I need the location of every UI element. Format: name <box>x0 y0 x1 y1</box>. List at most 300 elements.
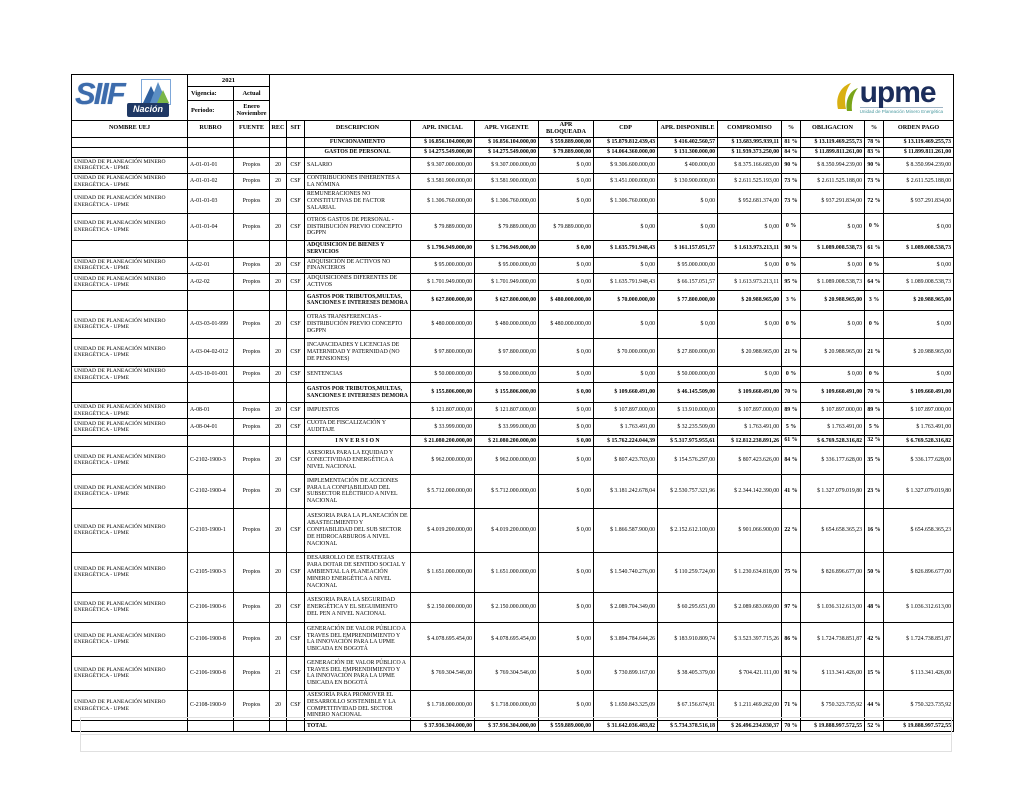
cell-apr-disponible: $ 5.734.378.516,18 <box>658 721 718 732</box>
cell-rec: 20 <box>270 274 287 291</box>
cell-apr-inicial: $ 3.581.900.000,00 <box>411 173 475 190</box>
cell-orden-pago: $ 19.888.997.572,55 <box>884 721 954 732</box>
cell-rec <box>270 147 287 157</box>
cell-apr-bloqueada: $ 0,00 <box>539 190 594 213</box>
cell-compromiso-pct: 90 % <box>782 240 801 257</box>
cell-apr-inicial: $ 95.000.000,00 <box>411 257 475 274</box>
cell-cdp: $ 15.762.224.044,39 <box>594 435 658 446</box>
cell-obligacion-pct: 32 % <box>865 435 884 446</box>
cell-fuente: Propios <box>234 592 270 622</box>
cell-apr-disponible: $ 67.156.674,91 <box>658 690 718 720</box>
cell-apr-disponible: $ 13.910.000,00 <box>658 403 718 419</box>
cell-apr-vigente: $ 155.806.000,00 <box>475 383 539 403</box>
column-header-apr-inicial: APR. INICIAL <box>411 121 475 138</box>
cell-compromiso: $ 2.089.683.069,00 <box>718 592 782 622</box>
cell-fuente: Propios <box>234 622 270 656</box>
cell-obligacion: $ 19.888.997.572,55 <box>801 721 865 732</box>
empty-grid-rows <box>80 717 952 752</box>
cell-nombre-uej: UNIDAD DE PLANEACIÓN MINERO ENERGÉTICA - UPME <box>72 157 188 173</box>
cell-obligacion: $ 336.177.628,00 <box>801 446 865 474</box>
table-row <box>72 508 954 552</box>
cell-descripcion: CONTRIBUCIONES INHERENTES A LA NÓMINA <box>305 173 411 190</box>
column-header-compromiso: COMPROMISO <box>718 121 782 138</box>
cell-apr-vigente: $ 95.000.000,00 <box>475 257 539 274</box>
cell-apr-disponible: $ 95.000.000,00 <box>658 257 718 274</box>
cell-fuente: Propios <box>234 419 270 436</box>
cell-apr-bloqueada: $ 0,00 <box>539 157 594 173</box>
cell-fuente: Propios <box>234 366 270 382</box>
cell-nombre-uej: UNIDAD DE PLANEACIÓN MINERO ENERGÉTICA - UPME <box>72 446 188 474</box>
cell-apr-vigente: $ 33.999.000,00 <box>475 419 539 436</box>
cell-apr-inicial: $ 627.800.000,00 <box>411 290 475 310</box>
cell-cdp: $ 1.763.491,00 <box>594 419 658 436</box>
cell-apr-disponible: $ 38.405.379,00 <box>658 656 718 690</box>
cell-compromiso-pct: 0 % <box>782 366 801 382</box>
cell-apr-disponible: $ 5.317.975.955,61 <box>658 435 718 446</box>
cell-apr-inicial: $ 1.701.949.000,00 <box>411 274 475 291</box>
cell-fuente <box>234 383 270 403</box>
cell-apr-bloqueada: $ 79.889.000,00 <box>539 147 594 157</box>
cell-apr-vigente: $ 627.800.000,00 <box>475 290 539 310</box>
cell-apr-inicial: $ 14.275.549.000,00 <box>411 147 475 157</box>
column-header-apr-bloqueada: APR BLOQUEADA <box>539 121 594 138</box>
cell-apr-inicial: $ 33.999.000,00 <box>411 419 475 436</box>
cell-rec: 20 <box>270 366 287 382</box>
cell-apr-inicial: $ 480.000.000,00 <box>411 310 475 338</box>
column-header-fuente: FUENTE <box>234 121 270 138</box>
cell-sit: CSF <box>287 366 305 382</box>
cell-apr-disponible: $ 183.910.809,74 <box>658 622 718 656</box>
cell-obligacion: $ 0,00 <box>801 310 865 338</box>
table-row <box>72 435 954 446</box>
cell-obligacion-pct: 78 % <box>865 137 884 147</box>
cell-obligacion-pct: 72 % <box>865 190 884 213</box>
cell-compromiso: $ 0,00 <box>718 257 782 274</box>
cell-obligacion-pct: 90 % <box>865 157 884 173</box>
table-row <box>72 338 954 366</box>
cell-rec <box>270 383 287 403</box>
cell-apr-inicial: $ 769.304.546,00 <box>411 656 475 690</box>
cell-rec: 20 <box>270 157 287 173</box>
cell-orden-pago: $ 937.291.834,00 <box>884 190 954 213</box>
cell-apr-vigente: $ 4.019.200.000,00 <box>475 508 539 552</box>
cell-apr-inicial: $ 37.936.304.000,00 <box>411 721 475 732</box>
cell-apr-bloqueada: $ 0,00 <box>539 592 594 622</box>
cell-compromiso-pct: 71 % <box>782 690 801 720</box>
cell-compromiso: $ 20.988.965,00 <box>718 290 782 310</box>
cell-orden-pago: $ 20.988.965,00 <box>884 290 954 310</box>
cell-obligacion-pct: 23 % <box>865 474 884 508</box>
cell-nombre-uej <box>72 435 188 446</box>
cell-rubro: C-2105-1900-3 <box>188 552 234 592</box>
cell-cdp: $ 1.306.760.000,00 <box>594 190 658 213</box>
cell-compromiso-pct: 70 % <box>782 721 801 732</box>
siif-logo-text: SIIF <box>75 76 124 111</box>
cell-rubro: A-03-10-01-001 <box>188 366 234 382</box>
cell-orden-pago: $ 750.323.735,92 <box>884 690 954 720</box>
cell-rubro <box>188 240 234 257</box>
cell-orden-pago: $ 2.611.525.188,00 <box>884 173 954 190</box>
cell-nombre-uej: UNIDAD DE PLANEACIÓN MINERO ENERGÉTICA - UPME <box>72 366 188 382</box>
cell-descripcion: ADQUISICIONES DIFERENTES DE ACTIVOS <box>305 274 411 291</box>
cell-fuente: Propios <box>234 552 270 592</box>
cell-apr-vigente: $ 480.000.000,00 <box>475 310 539 338</box>
cell-compromiso: $ 1.763.491,00 <box>718 419 782 436</box>
cell-nombre-uej <box>72 137 188 147</box>
cell-nombre-uej: UNIDAD DE PLANEACIÓN MINERO ENERGÉTICA - UPME <box>72 508 188 552</box>
cell-descripcion: IMPUESTOS <box>305 403 411 419</box>
upme-leaf-icon <box>836 82 858 115</box>
cell-nombre-uej: UNIDAD DE PLANEACIÓN MINERO ENERGÉTICA - UPME <box>72 173 188 190</box>
cell-fuente <box>234 137 270 147</box>
cell-obligacion-pct: 70 % <box>865 383 884 403</box>
cell-apr-vigente: $ 9.307.000.000,00 <box>475 157 539 173</box>
cell-cdp: $ 3.451.000.000,00 <box>594 173 658 190</box>
cell-apr-bloqueada: $ 0,00 <box>539 173 594 190</box>
column-header-sit: SIT <box>287 121 305 138</box>
cell-cdp: $ 70.000.000,00 <box>594 338 658 366</box>
cell-apr-disponible: $ 416.402.560,57 <box>658 137 718 147</box>
cell-apr-bloqueada: $ 0,00 <box>539 508 594 552</box>
cell-obligacion: $ 20.988.965,00 <box>801 338 865 366</box>
cell-compromiso-pct: 84 % <box>782 147 801 157</box>
cell-apr-vigente: $ 121.807.000,00 <box>475 403 539 419</box>
cell-apr-inicial: $ 1.796.949.000,00 <box>411 240 475 257</box>
cell-orden-pago: $ 654.658.365,23 <box>884 508 954 552</box>
cell-obligacion-pct: 0 % <box>865 257 884 274</box>
cell-apr-disponible: $ 0,00 <box>658 213 718 240</box>
cell-obligacion-pct: 3 % <box>865 290 884 310</box>
cell-cdp: $ 107.897.000,00 <box>594 403 658 419</box>
cell-compromiso-pct: 75 % <box>782 552 801 592</box>
cell-descripcion: GENERACIÓN DE VALOR PÚBLICO A TRAVES DEL EMPRENDIMIENTO Y LA INNOVACIÓN PARA LA UPME UBICADA EN BOGOTÁ <box>305 656 411 690</box>
cell-rec <box>270 240 287 257</box>
cell-obligacion-pct: 52 % <box>865 721 884 732</box>
cell-rec: 20 <box>270 310 287 338</box>
cell-apr-disponible: $ 60.295.651,00 <box>658 592 718 622</box>
siif-logo <box>72 75 188 121</box>
cell-apr-bloqueada: $ 79.889.000,00 <box>539 213 594 240</box>
table-row <box>72 383 954 403</box>
cell-compromiso: $ 1.613.973.213,11 <box>718 240 782 257</box>
cell-descripcion: ASESORÍA PARA PROMOVER EL DESARROLLO SOSTENIBLE Y LA COMPETITIVIDAD DEL SECTOR MINERO NACIONAL <box>305 690 411 720</box>
cell-obligacion: $ 2.611.525.188,00 <box>801 173 865 190</box>
cell-compromiso: $ 1.211.469.262,00 <box>718 690 782 720</box>
cell-obligacion-pct: 83 % <box>865 147 884 157</box>
cell-orden-pago: $ 1.089.008.538,73 <box>884 274 954 291</box>
cell-rubro <box>188 383 234 403</box>
cell-apr-vigente: $ 14.275.549.000,00 <box>475 147 539 157</box>
cell-nombre-uej: UNIDAD DE PLANEACIÓN MINERO ENERGÉTICA - UPME <box>72 656 188 690</box>
table-row <box>72 190 954 213</box>
cell-obligacion-pct: 35 % <box>865 446 884 474</box>
cell-sit: CSF <box>287 157 305 173</box>
column-header-cdp: CDP <box>594 121 658 138</box>
cell-sit: CSF <box>287 690 305 720</box>
cell-rubro: A-08-04-01 <box>188 419 234 436</box>
cell-descripcion: ASESORIA PARA LA SEGURIDAD ENERGÉTICA Y EL SEGUIMIENTO DEL PEN A NIVEL NACIONAL <box>305 592 411 622</box>
cell-rec: 20 <box>270 338 287 366</box>
cell-cdp: $ 807.423.703,00 <box>594 446 658 474</box>
cell-cdp: $ 1.540.740.276,00 <box>594 552 658 592</box>
cell-fuente: Propios <box>234 157 270 173</box>
cell-apr-bloqueada: $ 0,00 <box>539 656 594 690</box>
cell-fuente <box>234 147 270 157</box>
cell-rubro: C-2102-1900-3 <box>188 446 234 474</box>
siif-nacion-banner: Nación <box>127 103 169 117</box>
cell-nombre-uej <box>72 290 188 310</box>
table-row <box>72 592 954 622</box>
cell-compromiso-pct: 81 % <box>782 137 801 147</box>
cell-orden-pago: $ 0,00 <box>884 257 954 274</box>
cell-sit <box>287 240 305 257</box>
cell-rec <box>270 290 287 310</box>
cell-sit: CSF <box>287 173 305 190</box>
cell-rec: 20 <box>270 552 287 592</box>
cell-compromiso: $ 8.375.166.683,00 <box>718 157 782 173</box>
cell-rubro: C-2106-1900-6 <box>188 592 234 622</box>
cell-nombre-uej: UNIDAD DE PLANEACIÓN MINERO ENERGÉTICA - UPME <box>72 213 188 240</box>
cell-compromiso-pct: 41 % <box>782 474 801 508</box>
cell-nombre-uej: UNIDAD DE PLANEACIÓN MINERO ENERGÉTICA - UPME <box>72 190 188 213</box>
cell-sit: CSF <box>287 592 305 622</box>
cell-fuente: Propios <box>234 656 270 690</box>
cell-sit: CSF <box>287 213 305 240</box>
cell-rec: 20 <box>270 403 287 419</box>
cell-descripcion: ADQUISICION DE BIENES Y SERVICIOS <box>305 240 411 257</box>
cell-obligacion: $ 0,00 <box>801 213 865 240</box>
cell-apr-vigente: $ 21.080.200.000,00 <box>475 435 539 446</box>
cell-compromiso: $ 807.423.626,00 <box>718 446 782 474</box>
cell-descripcion: ADQUISICIÓN DE ACTIVOS NO FINANCIEROS <box>305 257 411 274</box>
column-header-descripcion: DESCRIPCION <box>305 121 411 138</box>
cell-cdp: $ 0,00 <box>594 310 658 338</box>
cell-apr-inicial: $ 4.019.200.000,00 <box>411 508 475 552</box>
cell-apr-inicial: $ 155.806.000,00 <box>411 383 475 403</box>
column-header-rec: REC <box>270 121 287 138</box>
cell-descripcion: GASTOS DE PERSONAL <box>305 147 411 157</box>
cell-rec: 21 <box>270 656 287 690</box>
cell-compromiso-pct: 97 % <box>782 592 801 622</box>
cell-obligacion-pct: 0 % <box>865 310 884 338</box>
cell-obligacion-pct: 50 % <box>865 552 884 592</box>
cell-compromiso: $ 2.344.142.390,00 <box>718 474 782 508</box>
cell-cdp: $ 0,00 <box>594 213 658 240</box>
cell-obligacion-pct: 44 % <box>865 690 884 720</box>
cell-obligacion: $ 8.350.994.239,00 <box>801 157 865 173</box>
table-row <box>72 552 954 592</box>
cell-orden-pago: $ 1.089.008.538,73 <box>884 240 954 257</box>
cell-compromiso-pct: 0 % <box>782 257 801 274</box>
cell-compromiso-pct: 61 % <box>782 435 801 446</box>
cell-rec: 20 <box>270 213 287 240</box>
cell-rubro: A-01-01-04 <box>188 213 234 240</box>
cell-apr-inicial: $ 1.306.760.000,00 <box>411 190 475 213</box>
cell-apr-bloqueada: $ 0,00 <box>539 419 594 436</box>
cell-apr-disponible: $ 0,00 <box>658 190 718 213</box>
cell-sit: CSF <box>287 622 305 656</box>
cell-apr-inicial: $ 4.078.695.454,00 <box>411 622 475 656</box>
cell-nombre-uej <box>72 383 188 403</box>
cell-apr-vigente: $ 1.718.000.000,00 <box>475 690 539 720</box>
cell-descripcion: GASTOS POR TRIBUTOS,MULTAS, SANCIONES E INTERESES DEMORA <box>305 290 411 310</box>
cell-orden-pago: $ 109.660.491,00 <box>884 383 954 403</box>
cell-obligacion-pct: 73 % <box>865 173 884 190</box>
cell-fuente: Propios <box>234 257 270 274</box>
cell-cdp: $ 0,00 <box>594 366 658 382</box>
cell-orden-pago: $ 11.899.811.261,00 <box>884 147 954 157</box>
cell-sit: CSF <box>287 310 305 338</box>
cell-compromiso-pct: 21 % <box>782 338 801 366</box>
cell-apr-bloqueada: $ 0,00 <box>539 366 594 382</box>
cell-descripcion: TOTAL <box>305 721 411 732</box>
cell-apr-inicial: $ 97.800.000,00 <box>411 338 475 366</box>
periodo-value: Enero Noviembre <box>234 100 270 120</box>
cell-cdp: $ 15.879.812.439,43 <box>594 137 658 147</box>
cell-nombre-uej: UNIDAD DE PLANEACIÓN MINERO ENERGÉTICA - UPME <box>72 274 188 291</box>
cell-apr-vigente: $ 1.796.949.000,00 <box>475 240 539 257</box>
cell-orden-pago: $ 8.350.994.239,00 <box>884 157 954 173</box>
cell-descripcion: SALARIO <box>305 157 411 173</box>
cell-obligacion: $ 0,00 <box>801 366 865 382</box>
cell-rec: 20 <box>270 508 287 552</box>
cell-rec: 20 <box>270 419 287 436</box>
cell-obligacion-pct: 42 % <box>865 622 884 656</box>
empty-grid-row <box>80 717 952 735</box>
cell-compromiso: $ 3.523.397.715,26 <box>718 622 782 656</box>
cell-apr-vigente: $ 4.078.695.454,00 <box>475 622 539 656</box>
column-header-apr-disponible: APR. DISPONIBLE <box>658 121 718 138</box>
cell-apr-disponible: $ 77.800.000,00 <box>658 290 718 310</box>
cell-fuente: Propios <box>234 274 270 291</box>
table-row <box>72 290 954 310</box>
cell-apr-vigente: $ 2.150.000.000,00 <box>475 592 539 622</box>
column-header-obligacion: OBLIGACION <box>801 121 865 138</box>
vigencia-value: Actual <box>234 87 270 100</box>
cell-obligacion-pct: 21 % <box>865 338 884 366</box>
cell-cdp: $ 31.642.036.483,82 <box>594 721 658 732</box>
cell-obligacion-pct: 89 % <box>865 403 884 419</box>
cell-cdp: $ 3.181.242.678,04 <box>594 474 658 508</box>
cell-compromiso: $ 20.988.965,00 <box>718 338 782 366</box>
cell-rec: 20 <box>270 690 287 720</box>
table-row <box>72 622 954 656</box>
cell-orden-pago: $ 1.763.491,00 <box>884 419 954 436</box>
cell-apr-vigente: $ 79.889.000,00 <box>475 213 539 240</box>
cell-obligacion: $ 1.763.491,00 <box>801 419 865 436</box>
cell-obligacion: $ 13.119.469.255,73 <box>801 137 865 147</box>
cell-cdp: $ 1.635.791.948,43 <box>594 274 658 291</box>
upme-logo-text: upme <box>859 76 936 110</box>
cell-apr-inicial: $ 79.889.000,00 <box>411 213 475 240</box>
table-row <box>72 213 954 240</box>
cell-rubro: C-2106-1900-8 <box>188 622 234 656</box>
cell-apr-bloqueada: $ 0,00 <box>539 403 594 419</box>
cell-obligacion: $ 109.660.491,00 <box>801 383 865 403</box>
cell-sit: CSF <box>287 419 305 436</box>
cell-cdp: $ 2.089.704.349,00 <box>594 592 658 622</box>
cell-apr-inicial: $ 1.651.000.000,00 <box>411 552 475 592</box>
cell-fuente: Propios <box>234 310 270 338</box>
cell-sit: CSF <box>287 403 305 419</box>
cell-apr-disponible: $ 110.259.724,00 <box>658 552 718 592</box>
cell-cdp: $ 0,00 <box>594 257 658 274</box>
cell-nombre-uej: UNIDAD DE PLANEACIÓN MINERO ENERGÉTICA - UPME <box>72 257 188 274</box>
cell-compromiso: $ 952.681.374,00 <box>718 190 782 213</box>
cell-rubro: A-02-02 <box>188 274 234 291</box>
cell-apr-bloqueada: $ 0,00 <box>539 446 594 474</box>
cell-apr-disponible: $ 154.576.297,00 <box>658 446 718 474</box>
cell-compromiso-pct: 84 % <box>782 446 801 474</box>
cell-compromiso-pct: 3 % <box>782 290 801 310</box>
cell-orden-pago: $ 6.769.528.316,82 <box>884 435 954 446</box>
cell-apr-inicial: $ 16.856.104.000,00 <box>411 137 475 147</box>
cell-compromiso: $ 1.230.634.818,00 <box>718 552 782 592</box>
cell-orden-pago: $ 336.177.628,00 <box>884 446 954 474</box>
cell-fuente <box>234 240 270 257</box>
cell-descripcion: INCAPACIDADES Y LICENCIAS DE MATERNIDAD Y PATERNIDAD (NO DE PENSIONES) <box>305 338 411 366</box>
cell-descripcion: ASESORIA PARA LA EQUIDAD Y CONECTIVIDAD ENERGÉTICA A NIVEL NACIONAL <box>305 446 411 474</box>
cell-obligacion: $ 1.036.312.613,00 <box>801 592 865 622</box>
cell-apr-inicial: $ 121.807.000,00 <box>411 403 475 419</box>
cell-obligacion: $ 654.658.365,23 <box>801 508 865 552</box>
cell-descripcion: REMUNERACIONES NO CONSTITUTIVAS DE FACTOR SALARIAL <box>305 190 411 213</box>
cell-sit: CSF <box>287 474 305 508</box>
cell-apr-disponible: $ 46.145.509,00 <box>658 383 718 403</box>
cell-nombre-uej <box>72 240 188 257</box>
cell-cdp: $ 1.635.791.948,43 <box>594 240 658 257</box>
cell-orden-pago: $ 1.327.079.019,80 <box>884 474 954 508</box>
cell-rubro: C-2102-1900-4 <box>188 474 234 508</box>
cell-apr-disponible: $ 27.800.000,00 <box>658 338 718 366</box>
cell-sit: CSF <box>287 274 305 291</box>
cell-apr-inicial: $ 50.000.000,00 <box>411 366 475 382</box>
cell-compromiso: $ 0,00 <box>718 366 782 382</box>
cell-descripcion: GASTOS POR TRIBUTOS,MULTAS, SANCIONES E INTERESES DEMORA <box>305 383 411 403</box>
cell-obligacion: $ 6.769.528.316,82 <box>801 435 865 446</box>
cell-compromiso: $ 11.939.373.250,00 <box>718 147 782 157</box>
cell-apr-inicial: $ 962.000.000,00 <box>411 446 475 474</box>
cell-compromiso-pct: 73 % <box>782 173 801 190</box>
cell-nombre-uej: UNIDAD DE PLANEACIÓN MINERO ENERGÉTICA - UPME <box>72 310 188 338</box>
cell-apr-bloqueada: $ 0,00 <box>539 274 594 291</box>
cell-compromiso: $ 0,00 <box>718 310 782 338</box>
cell-rubro: C-2108-1900-9 <box>188 690 234 720</box>
column-header-row <box>72 121 954 138</box>
cell-obligacion: $ 1.327.079.019,80 <box>801 474 865 508</box>
cell-apr-disponible: $ 50.000.000,00 <box>658 366 718 382</box>
column-header-orden-pago: ORDEN PAGO <box>884 121 954 138</box>
cell-nombre-uej: UNIDAD DE PLANEACIÓN MINERO ENERGÉTICA - UPME <box>72 403 188 419</box>
cell-sit: CSF <box>287 257 305 274</box>
table-row <box>72 137 954 147</box>
table-row <box>72 157 954 173</box>
cell-apr-inicial: $ 5.712.000.000,00 <box>411 474 475 508</box>
table-row <box>72 366 954 382</box>
cell-nombre-uej: UNIDAD DE PLANEACIÓN MINERO ENERGÉTICA - UPME <box>72 622 188 656</box>
cell-fuente <box>234 290 270 310</box>
cell-apr-bloqueada: $ 0,00 <box>539 435 594 446</box>
cell-rec: 20 <box>270 257 287 274</box>
cell-obligacion-pct: 61 % <box>865 240 884 257</box>
cell-obligacion-pct: 0 % <box>865 213 884 240</box>
cell-apr-disponible: $ 32.235.509,00 <box>658 419 718 436</box>
cell-orden-pago: $ 0,00 <box>884 366 954 382</box>
cell-apr-disponible: $ 131.300.000,00 <box>658 147 718 157</box>
cell-nombre-uej: UNIDAD DE PLANEACIÓN MINERO ENERGÉTICA - UPME <box>72 338 188 366</box>
cell-rec: 20 <box>270 446 287 474</box>
cell-compromiso-pct: 5 % <box>782 419 801 436</box>
